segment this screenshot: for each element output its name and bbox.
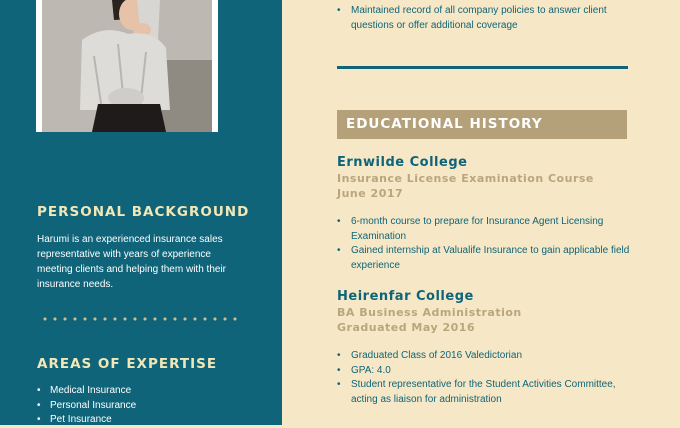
school-date: June 2017: [337, 187, 404, 200]
list-item: • Maintained record of all company policies to answer client questions or offer additional coverage: [337, 4, 637, 33]
school-program: BA Business Administration: [337, 306, 522, 319]
expertise-list: [37, 384, 136, 428]
list-item: • 6-month course to prepare for Insurance Agent Licensing Examination: [337, 215, 637, 244]
list-item: • Gained internship at Valualife Insurance to gain applicable field experience: [337, 244, 637, 273]
personal-background-heading: PERSONAL BACKGROUND: [37, 204, 250, 220]
school-name: Heirenfar College: [337, 289, 474, 304]
dotted-divider: [40, 317, 240, 321]
school-name: Ernwilde College: [337, 155, 468, 170]
school-program: Insurance License Examination Course: [337, 172, 594, 185]
school-date: Graduated May 2016: [337, 321, 476, 334]
educational-history-heading: EDUCATIONAL HISTORY: [346, 116, 543, 132]
personal-background-text: Harumi is an experienced insurance sales representative with years of experience meeting clients and helping them with their insurance needs.: [37, 234, 226, 290]
list-item: • Graduated Class of 2016 Valedictorian: [337, 349, 637, 364]
list-item: • Student representative for the Student Activities Committee, acting as liaison for administration: [337, 378, 637, 407]
section-divider: [337, 66, 628, 69]
profile-photo: [42, 0, 212, 132]
areas-of-expertise-heading: AREAS OF EXPERTISE: [37, 356, 218, 372]
school-bullet-list: [337, 349, 637, 407]
school-bullet-list: [337, 215, 637, 273]
list-item: • Personal Insurance: [37, 399, 136, 414]
education-banner: [337, 110, 627, 139]
list-item: • GPA: 4.0: [337, 364, 637, 379]
experience-bullet-list: [337, 4, 637, 33]
list-item: • Medical Insurance: [37, 384, 136, 399]
list-item: • Pet Insurance: [37, 413, 136, 428]
